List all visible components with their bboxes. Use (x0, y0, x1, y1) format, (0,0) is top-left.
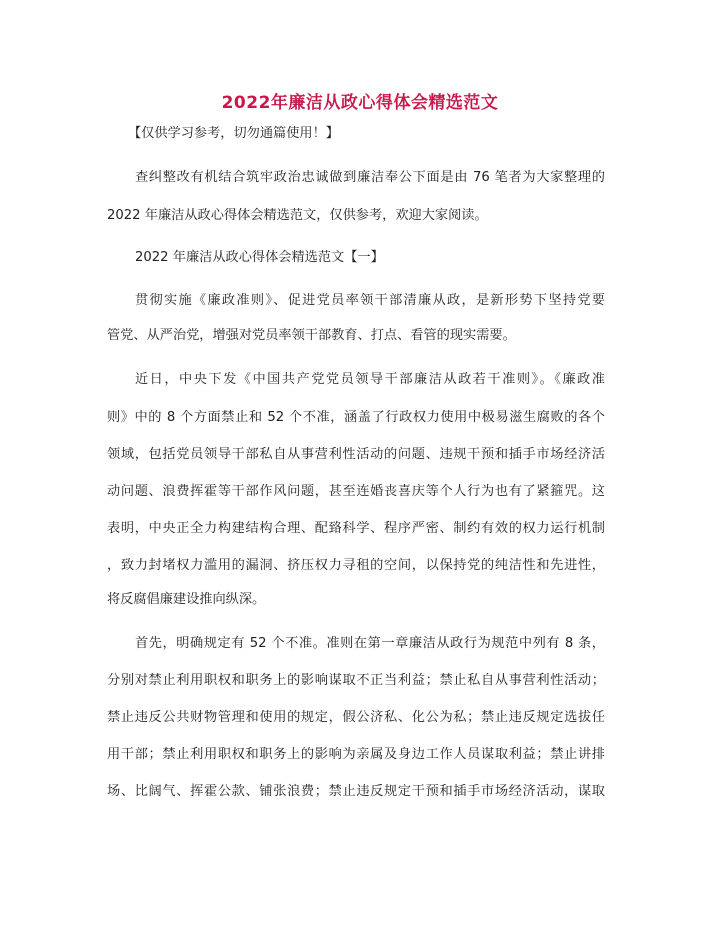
paragraph-line: 禁止违反公共财物管理和使用的规定，假公济私、化公为私；禁止违反规定选拔任 (107, 710, 605, 725)
paragraph-line: 领域，包括党员领导干部私自从事营利性活动的问题、违规干预和插手市场经济活 (107, 447, 605, 462)
paragraph-line: 近日，中央下发《中国共产党党员领导干部廉洁从政若干准则》。《廉政准 (135, 372, 605, 387)
paragraph-line: ，致力封堵权力滥用的漏洞、挤压权力寻租的空间，以保持党的纯洁性和先进性， (107, 558, 605, 573)
paragraph-line: 将反腐倡廉建设推向纵深。 (107, 592, 266, 607)
paragraph-line: 贯彻实施《廉政准则》、促进党员率领干部清廉从政，是新形势下坚持党要 (135, 293, 605, 308)
paragraph-line: 用干部；禁止利用职权和职务上的影响为亲属及身边工作人员谋取利益；禁止讲排 (107, 747, 605, 762)
paragraph-line: 则》中的 8 个方面禁止和 52 个不准，涵盖了行政权力使用中极易滋生腐败的各个 (107, 410, 605, 425)
section-heading: 2022 年廉洁从政心得体会精选范文【一】 (135, 250, 384, 265)
intro-line: 2022 年廉洁从政心得体会精选范文，仅供参考，欢迎大家阅读。 (107, 208, 488, 223)
paragraph-line: 首先，明确规定有 52 个不准。准则在第一章廉洁从政行为规范中列有 8 条， (135, 636, 605, 651)
paragraph-line: 分别对禁止利用职权和职务上的影响谋取不正当利益；禁止私自从事营利性活动； (107, 673, 605, 688)
document-title: 2022年廉洁从政心得体会精选范文 (221, 93, 499, 113)
usage-notice: 【仅供学习参考，切勿通篇使用！】 (128, 126, 339, 141)
paragraph-line: 场、比阔气、挥霍公款、铺张浪费；禁止违反规定干预和插手市场经济活动，谋取 (107, 784, 605, 799)
paragraph-line: 表明，中央正全力构建结构合理、配臵科学、程序严密、制约有效的权力运行机制 (107, 521, 605, 536)
paragraph-line: 动问题、浪费挥霍等干部作风问题，甚至连婚丧喜庆等个人行为也有了紧箍咒。这 (107, 484, 605, 499)
paragraph-line: 管党、从严治党，增强对党员率领干部教育、打点、看管的现实需要。 (107, 328, 516, 343)
intro-line: 查纠整改有机结合筑牢政治忠诚做到廉洁奉公下面是由 76 笔者为大家整理的 (135, 170, 605, 185)
